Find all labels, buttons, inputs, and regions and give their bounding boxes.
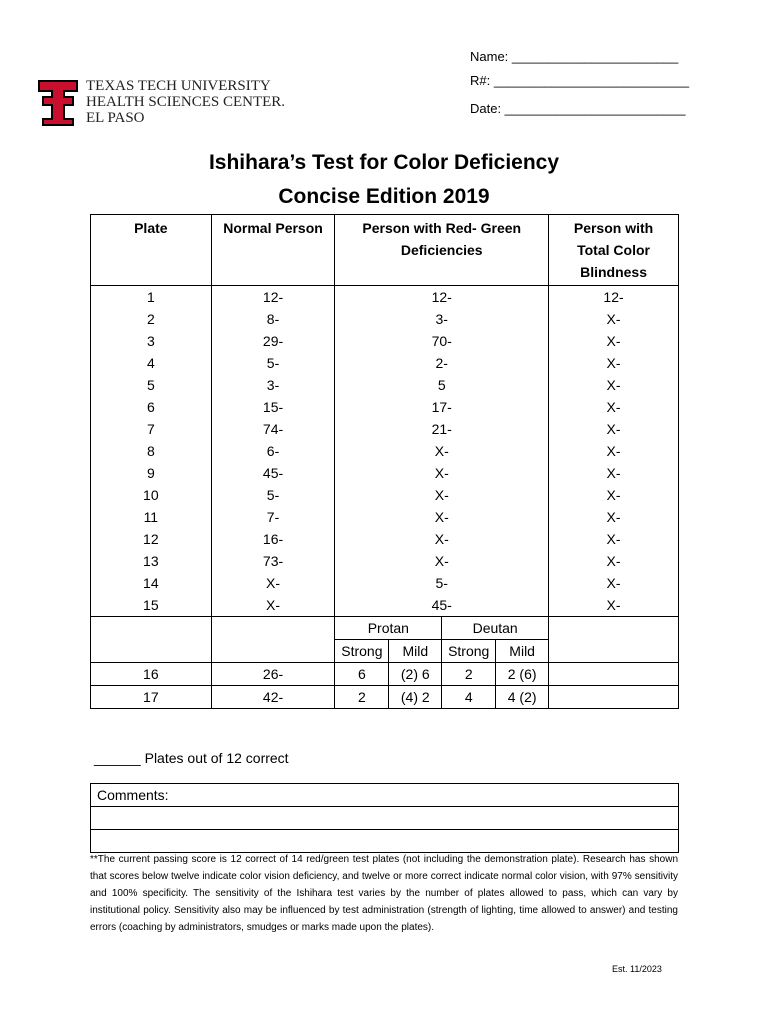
plate-cell: 6 <box>91 396 212 418</box>
normal-cell: X- <box>211 572 335 594</box>
protan-strong-cell: 6 <box>335 663 389 686</box>
plate-rows <box>91 286 679 617</box>
normal-cell: 26- <box>211 663 335 686</box>
plate-cell: 4 <box>91 352 212 374</box>
protan-header: Protan <box>335 617 442 640</box>
table-row <box>91 330 679 352</box>
red-green-cell: 17- <box>335 396 549 418</box>
red-green-cell: 45- <box>335 594 549 617</box>
date-field[interactable]: Date: _________________________ <box>470 101 686 116</box>
total-blindness-cell: X- <box>549 330 679 352</box>
total-blindness-cell: X- <box>549 462 679 484</box>
total-blindness-cell: X- <box>549 594 679 617</box>
red-green-cell: 70- <box>335 330 549 352</box>
plate-cell: 14 <box>91 572 212 594</box>
header-red-green: Person with Red- Green Deficiencies <box>335 215 549 286</box>
table-row <box>91 418 679 440</box>
red-green-cell: 3- <box>335 308 549 330</box>
table-row <box>91 462 679 484</box>
protan-strong-header: Strong <box>335 640 389 663</box>
comments-line[interactable] <box>91 807 678 830</box>
total-blindness-cell: X- <box>549 396 679 418</box>
header-plate: Plate <box>91 215 212 286</box>
total-blindness-cell: X- <box>549 484 679 506</box>
total-blindness-cell: X- <box>549 308 679 330</box>
plate-cell: 7 <box>91 418 212 440</box>
table-row <box>91 663 679 686</box>
protan-mild-cell: (4) 2 <box>389 686 442 709</box>
table-row <box>91 506 679 528</box>
empty-cell <box>211 617 335 663</box>
table-row <box>91 594 679 617</box>
red-green-cell: X- <box>335 528 549 550</box>
normal-cell: 42- <box>211 686 335 709</box>
normal-cell: 45- <box>211 462 335 484</box>
plate-cell: 5 <box>91 374 212 396</box>
plate-cell: 16 <box>91 663 212 686</box>
page-title <box>0 146 768 214</box>
score-line[interactable]: ______ Plates out of 12 correct <box>94 750 289 766</box>
plate-cell: 13 <box>91 550 212 572</box>
protan-mild-header: Mild <box>389 640 442 663</box>
header-normal-person: Normal Person <box>211 215 335 286</box>
empty-cell <box>549 663 679 686</box>
normal-cell: 7- <box>211 506 335 528</box>
logo-line-3: EL PASO <box>86 110 145 126</box>
plate-cell: 10 <box>91 484 212 506</box>
normal-cell: 73- <box>211 550 335 572</box>
normal-cell: 74- <box>211 418 335 440</box>
red-green-cell: 2- <box>335 352 549 374</box>
logo-text <box>86 78 285 126</box>
table-row <box>91 308 679 330</box>
total-blindness-cell: X- <box>549 352 679 374</box>
normal-cell: 15- <box>211 396 335 418</box>
empty-cell <box>91 617 212 663</box>
total-blindness-cell: X- <box>549 572 679 594</box>
protan-strong-cell: 2 <box>335 686 389 709</box>
red-green-cell: 5- <box>335 572 549 594</box>
table-row <box>91 352 679 374</box>
red-green-cell: X- <box>335 506 549 528</box>
plate-cell: 9 <box>91 462 212 484</box>
table-row <box>91 286 679 309</box>
normal-cell: 3- <box>211 374 335 396</box>
established-date: Est. 11/2023 <box>612 964 662 974</box>
empty-cell <box>549 617 679 663</box>
normal-cell: 29- <box>211 330 335 352</box>
plate-cell: 12 <box>91 528 212 550</box>
table-row <box>91 396 679 418</box>
table-row <box>91 528 679 550</box>
title-line-1: Ishihara’s Test for Color Deficiency <box>208 151 560 174</box>
normal-cell: X- <box>211 594 335 617</box>
total-blindness-cell: X- <box>549 440 679 462</box>
normal-cell: 5- <box>211 484 335 506</box>
deutan-strong-cell: 4 <box>442 686 496 709</box>
name-field[interactable]: Name: _______________________ <box>470 49 679 64</box>
normal-cell: 16- <box>211 528 335 550</box>
red-green-cell: X- <box>335 550 549 572</box>
protan-mild-cell: (2) 6 <box>389 663 442 686</box>
comments-label: Comments: <box>91 784 678 807</box>
header-total-blindness: Person with Total Color Blindness <box>549 215 679 286</box>
footnote: **The current passing score is 12 correct of 14 red/green test plates (not including the demonstration plate). Research has shown that scores below twelve indicate color vision deficiency, and twelve or more correct indicate normal color vision, with 97% sensitivity and 100% specificity. The sensitivity of the Ishihara test varies by the number of plates allowed to pass, which can vary by institutional policy. Sensitivity also may be influenced by test administration (strength of lighting, time allowed to answer) and testing errors (coaching by administrators, smudges or marks made upon the plates). <box>90 854 678 933</box>
plate-cell: 8 <box>91 440 212 462</box>
table-row <box>91 550 679 572</box>
plate-cell: 1 <box>91 286 212 309</box>
student-info-fields <box>470 48 689 124</box>
red-green-cell: X- <box>335 440 549 462</box>
double-t-logo-icon <box>38 78 78 126</box>
normal-cell: 12- <box>211 286 335 309</box>
total-blindness-cell: 12- <box>549 286 679 309</box>
deutan-mild-cell: 4 (2) <box>496 686 549 709</box>
comments-line[interactable] <box>91 830 678 852</box>
deutan-strong-header: Strong <box>442 640 496 663</box>
plate-cell: 3 <box>91 330 212 352</box>
logo-line-2: HEALTH SCIENCES CENTER. <box>86 94 286 110</box>
red-green-cell: 5 <box>335 374 549 396</box>
deutan-mild-header: Mild <box>496 640 549 663</box>
total-blindness-cell: X- <box>549 374 679 396</box>
table-header-row <box>91 215 679 286</box>
normal-cell: 6- <box>211 440 335 462</box>
protan-deutan-header-row <box>91 617 679 640</box>
plate-cell: 11 <box>91 506 212 528</box>
table-row <box>91 440 679 462</box>
ttuhsc-logo <box>38 78 308 126</box>
table-row <box>91 374 679 396</box>
normal-cell: 5- <box>211 352 335 374</box>
deutan-strong-cell: 2 <box>442 663 496 686</box>
total-blindness-cell: X- <box>549 506 679 528</box>
red-green-cell: 12- <box>335 286 549 309</box>
plate-cell: 2 <box>91 308 212 330</box>
total-blindness-cell: X- <box>549 528 679 550</box>
table-row <box>91 572 679 594</box>
table-row <box>91 686 679 709</box>
empty-cell <box>549 686 679 709</box>
deutan-header: Deutan <box>442 617 549 640</box>
plate-cell: 15 <box>91 594 212 617</box>
total-blindness-cell: X- <box>549 418 679 440</box>
title-line-2: Concise Edition 2019 <box>278 185 490 208</box>
red-green-cell: 21- <box>335 418 549 440</box>
ishihara-plates-table <box>90 214 679 709</box>
deutan-mild-cell: 2 (6) <box>496 663 549 686</box>
logo-line-1: TEXAS TECH UNIVERSITY <box>86 78 271 94</box>
red-green-cell: X- <box>335 484 549 506</box>
normal-cell: 8- <box>211 308 335 330</box>
total-blindness-cell: X- <box>549 550 679 572</box>
comments-box[interactable] <box>90 783 679 853</box>
table-row <box>91 484 679 506</box>
plate-cell: 17 <box>91 686 212 709</box>
r-number-field[interactable]: R#: ___________________________ <box>470 73 690 88</box>
red-green-cell: X- <box>335 462 549 484</box>
